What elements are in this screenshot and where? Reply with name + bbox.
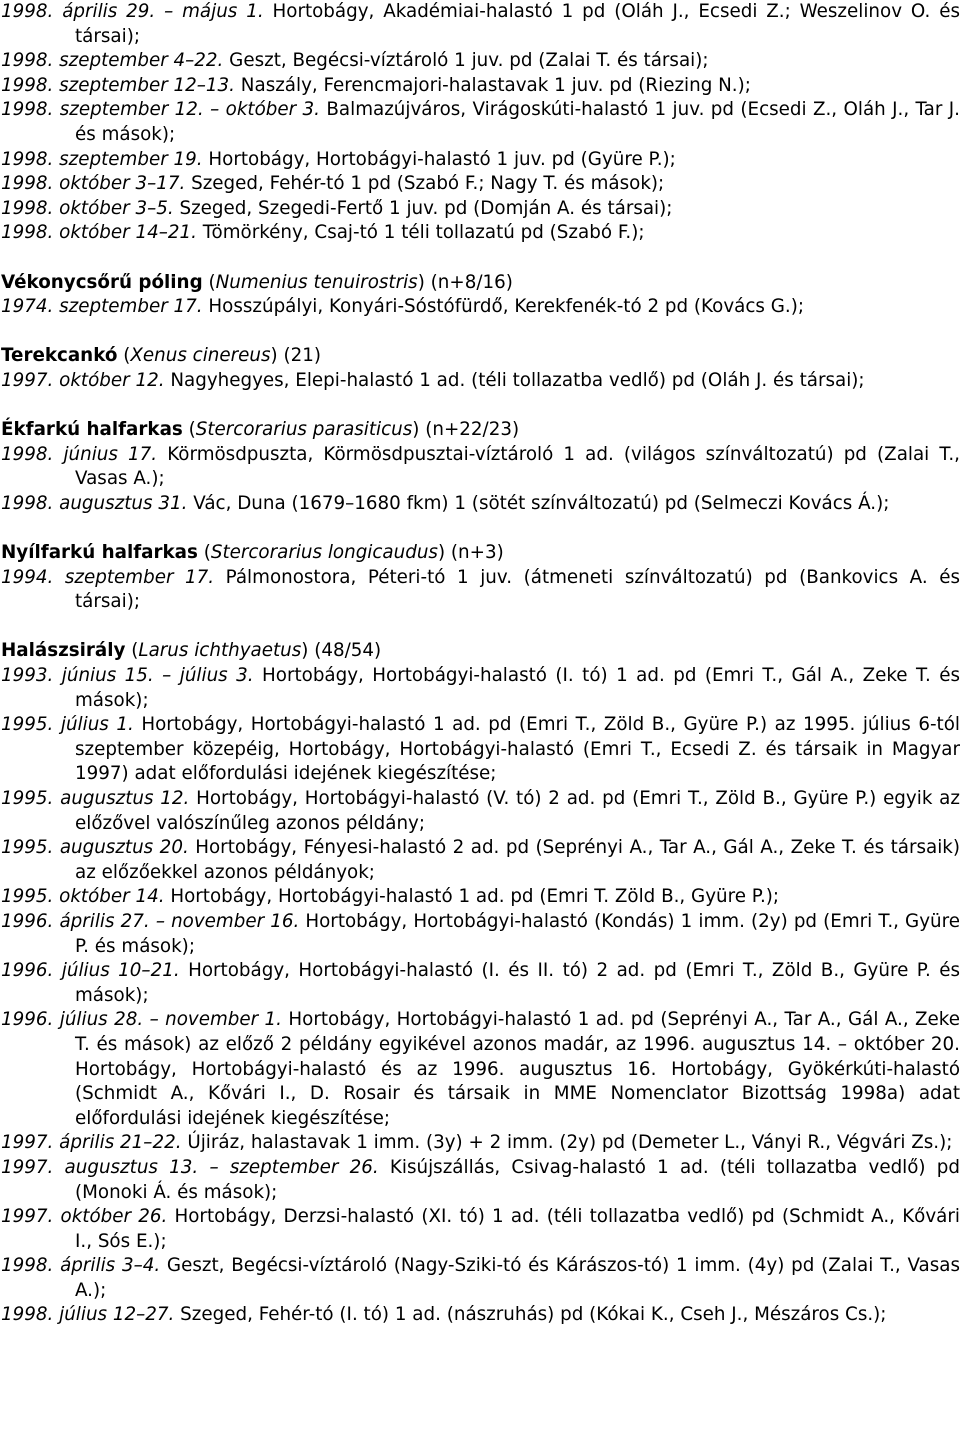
species-name: Terekcankó: [1, 345, 118, 367]
species-heading: Halászsirály (Larus ichthyaetus) (48/54): [1, 640, 382, 662]
record-date: 1998. szeptember 12. – október 3.: [1, 99, 320, 121]
record-text: Szeged, Fehér-tó 1 pd (Szabó F.; Nagy T. és mások);: [185, 173, 665, 195]
record-entry: [1, 0, 960, 49]
record-entry: [1, 1008, 960, 1131]
record-entry: [1, 98, 960, 147]
species-count: (n+22/23): [425, 419, 520, 441]
record-text: Szeged, Fehér-tó (I. tó) 1 ad. (nászruhás) pd (Kókai K., Cseh J., Mészáros Cs.);: [174, 1304, 887, 1326]
record-text: Hortobágy, Hortobágyi-halastó 1 ad. pd (Emri T., Zöld B., Gyüre P.) az 1995. július 6-tól szeptember közepéig, Hortobágy, Hortobágyi-halastó (Emri T., Ecsedi Z. és társaik in Magyar 1997) adat előfordulási idejének kiegészítése;: [75, 714, 960, 785]
record-text: Hortobágy, Hortobágyi-halastó 1 ad. pd (Seprényi A., Tar A., Gál A., Zeke T. és mások) az előző 2 példány egyikével azonos madár, az 1996. augusztus 14. – október 20. Hortobágy, Hortobágyi-halastó és az 1996. augusztus 16. Hortobágy, Gyökérkúti-halastó (Schmidt A., Kővári I., D. Rosair és társaik in MME Nomenclator Bizottság 1998a) adat előfordulási idejének kiegészítése;: [75, 1009, 960, 1129]
record-text: Hortobágy, Fényesi-halastó 2 ad. pd (Seprényi A., Tar A., Gál A., Zeke T. és társaik) az előzőekkel azonos példányok;: [75, 837, 960, 883]
record-text: Szeged, Szegedi-Fertő 1 juv. pd (Domján A. és társai);: [173, 197, 673, 219]
record-text: Hortobágy, Hortobágyi-halastó (I. tó) 1 ad. pd (Emri T., Gál A., Zeke T. és mások);: [75, 665, 960, 711]
record-text: Naszály, Ferencmajori-halastavak 1 juv. pd (Riezing N.);: [235, 74, 751, 96]
record-text: Hortobágy, Derzsi-halastó (XI. tó) 1 ad. (téli tollazatba vedlő) pd (Schmidt A., Kővári I., Sós E.);: [75, 1206, 960, 1252]
record-text: Pálmonostora, Péteri-tó 1 juv. (átmeneti színváltozatú) pd (Bankovics A. és társai);: [75, 566, 960, 613]
record-text: Geszt, Begécsi-víztároló (Nagy-Sziki-tó és Kárászos-tó) 1 imm. (4y) pd (Zalai T., Vasas A.);: [75, 1255, 960, 1301]
species-name: Vékonycsőrű póling: [1, 271, 203, 293]
record-date: 1995. július 1.: [1, 714, 134, 736]
record-text: Hortobágy, Hortobágyi-halastó (I. és II. tó) 2 ad. pd (Emri T., Zöld B., Gyüre P. és mások);: [75, 960, 960, 1006]
record-date: 1995. október 14.: [1, 886, 165, 908]
species-heading: Vékonycsőrű póling (Numenius tenuirostris) (n+8/16): [1, 271, 513, 293]
record-date: 1998. szeptember 4–22.: [1, 50, 224, 72]
record-entry: [1, 1131, 960, 1156]
species-name: Ékfarkú halfarkas: [1, 419, 183, 441]
record-entry: [1, 566, 960, 615]
record-date: 1998. április 29. – május 1.: [1, 1, 264, 22]
species-count: (n+8/16): [430, 271, 513, 293]
record-entry: [1, 1156, 960, 1205]
record-date: 1997. október 12.: [1, 369, 165, 391]
record-text: Hortobágy, Hortobágyi-halastó 1 ad. pd (Emri T. Zöld B., Gyüre P.);: [164, 886, 780, 908]
record-date: 1998. október 14–21.: [1, 222, 197, 244]
species-latin-name: Stercorarius parasiticus: [195, 419, 413, 441]
species-count: (n+3): [450, 542, 504, 564]
species-latin-name: Larus ichthyaetus: [138, 640, 302, 662]
record-text: Hortobágy, Hortobágyi-halastó 1 juv. pd (Gyüre P.);: [202, 148, 676, 170]
record-date: 1996. július 10–21.: [1, 960, 180, 982]
record-date: 1997. október 26.: [1, 1206, 168, 1228]
record-date: 1998. szeptember 19.: [1, 148, 203, 170]
record-text: Kisújszállás, Csivag-halastó 1 ad. (téli tollazatba vedlő) pd (Monoki Á. és mások);: [75, 1156, 960, 1203]
record-text: Körmösdpuszta, Körmösdpusztai-víztároló 1 ad. (világos színváltozatú) pd (Zalai T., Vasas A.);: [75, 443, 960, 490]
record-date: 1998. augusztus 31.: [1, 492, 188, 514]
record-date: 1998. október 3–17.: [1, 173, 186, 195]
record-entry: [1, 1254, 960, 1303]
species-name: Nyílfarkú halfarkas: [1, 542, 198, 564]
species-latin-name: Numenius tenuirostris: [215, 271, 418, 293]
record-entry: [1, 148, 960, 173]
record-text: Vác, Duna (1679–1680 fkm) 1 (sötét színváltozatú) pd (Selmeczi Kovács Á.);: [187, 492, 890, 514]
record-date: 1994. szeptember 17.: [1, 566, 215, 588]
record-text: Hosszúpályi, Konyári-Sóstófürdő, Kerekfenék-tó 2 pd (Kovács G.);: [202, 296, 804, 318]
record-entry: [1, 1303, 960, 1328]
record-text: Nagyhegyes, Elepi-halastó 1 ad. (téli tollazatba vedlő) pd (Oláh J. és társai);: [164, 369, 865, 391]
species-latin-name: Stercorarius longicaudus: [210, 542, 438, 564]
species-latin-name: Xenus cinereus: [130, 345, 271, 367]
record-text: Tömörkény, Csaj-tó 1 téli tollazatú pd (Szabó F.);: [196, 222, 645, 244]
record-entry: [1, 197, 960, 222]
record-entry: [1, 295, 960, 320]
record-date: 1995. augusztus 12.: [1, 788, 190, 809]
record-date: 1997. augusztus 13. – szeptember 26.: [1, 1156, 379, 1178]
record-entry: [1, 492, 960, 517]
record-date: 1974. szeptember 17.: [1, 296, 203, 318]
record-entry: [1, 885, 960, 910]
species-count: (48/54): [314, 640, 382, 662]
record-entry: [1, 910, 960, 959]
record-entry: [1, 74, 960, 99]
record-text: Balmazújváros, Virágoskúti-halastó 1 juv. pd (Ecsedi Z., Oláh J., Tar J. és mások);: [75, 99, 960, 145]
record-entry: [1, 1205, 960, 1254]
record-date: 1996. április 27. – november 16.: [1, 910, 300, 932]
record-text: Hortobágy, Hortobágyi-halastó (V. tó) 2 ad. pd (Emri T., Zöld B., Gyüre P.) egyik az előzővel valószínűleg azonos példány;: [75, 788, 960, 834]
record-date: 1997. április 21–22.: [1, 1132, 182, 1154]
record-entry: [1, 443, 960, 492]
record-date: 1995. augusztus 20.: [1, 837, 189, 859]
record-entry: [1, 221, 960, 246]
record-date: 1996. július 28. – november 1.: [1, 1009, 282, 1031]
species-name: Halászsirály: [1, 640, 126, 662]
record-text: Geszt, Begécsi-víztároló 1 juv. pd (Zalai T. és társai);: [223, 50, 709, 72]
record-entry: [1, 836, 960, 885]
record-entry: [1, 713, 960, 787]
record-text: Hortobágy, Hortobágyi-halastó (Kondás) 1 imm. (2y) pd (Emri T., Gyüre P. és mások);: [75, 910, 960, 957]
record-entry: [1, 787, 960, 836]
record-date: 1998. október 3–5.: [1, 197, 174, 219]
record-date: 1998. július 12–27.: [1, 1304, 175, 1326]
record-text: Hortobágy, Akadémiai-halastó 1 pd (Oláh J., Ecsedi Z.; Weszelinov O. és társai);: [75, 1, 960, 47]
record-date: 1998. április 3–4.: [1, 1255, 161, 1277]
species-heading: Terekcankó (Xenus cinereus) (21): [1, 345, 321, 367]
record-entry: [1, 369, 960, 394]
record-date: 1998. június 17.: [1, 443, 158, 465]
record-entry: [1, 49, 960, 74]
record-text: Újiráz, halastavak 1 imm. (3y) + 2 imm. (2y) pd (Demeter L., Ványi R., Végvári Zs.);: [181, 1132, 953, 1154]
record-date: 1993. június 15. – július 3.: [1, 665, 254, 687]
record-entry: [1, 664, 960, 713]
record-date: 1998. szeptember 12–13.: [1, 74, 235, 96]
record-entry: [1, 959, 960, 1008]
record-entry: [1, 172, 960, 197]
species-heading: Nyílfarkú halfarkas (Stercorarius longicaudus) (n+3): [1, 542, 504, 564]
species-count: (21): [283, 345, 321, 367]
species-heading: Ékfarkú halfarkas (Stercorarius parasiticus) (n+22/23): [1, 419, 520, 441]
